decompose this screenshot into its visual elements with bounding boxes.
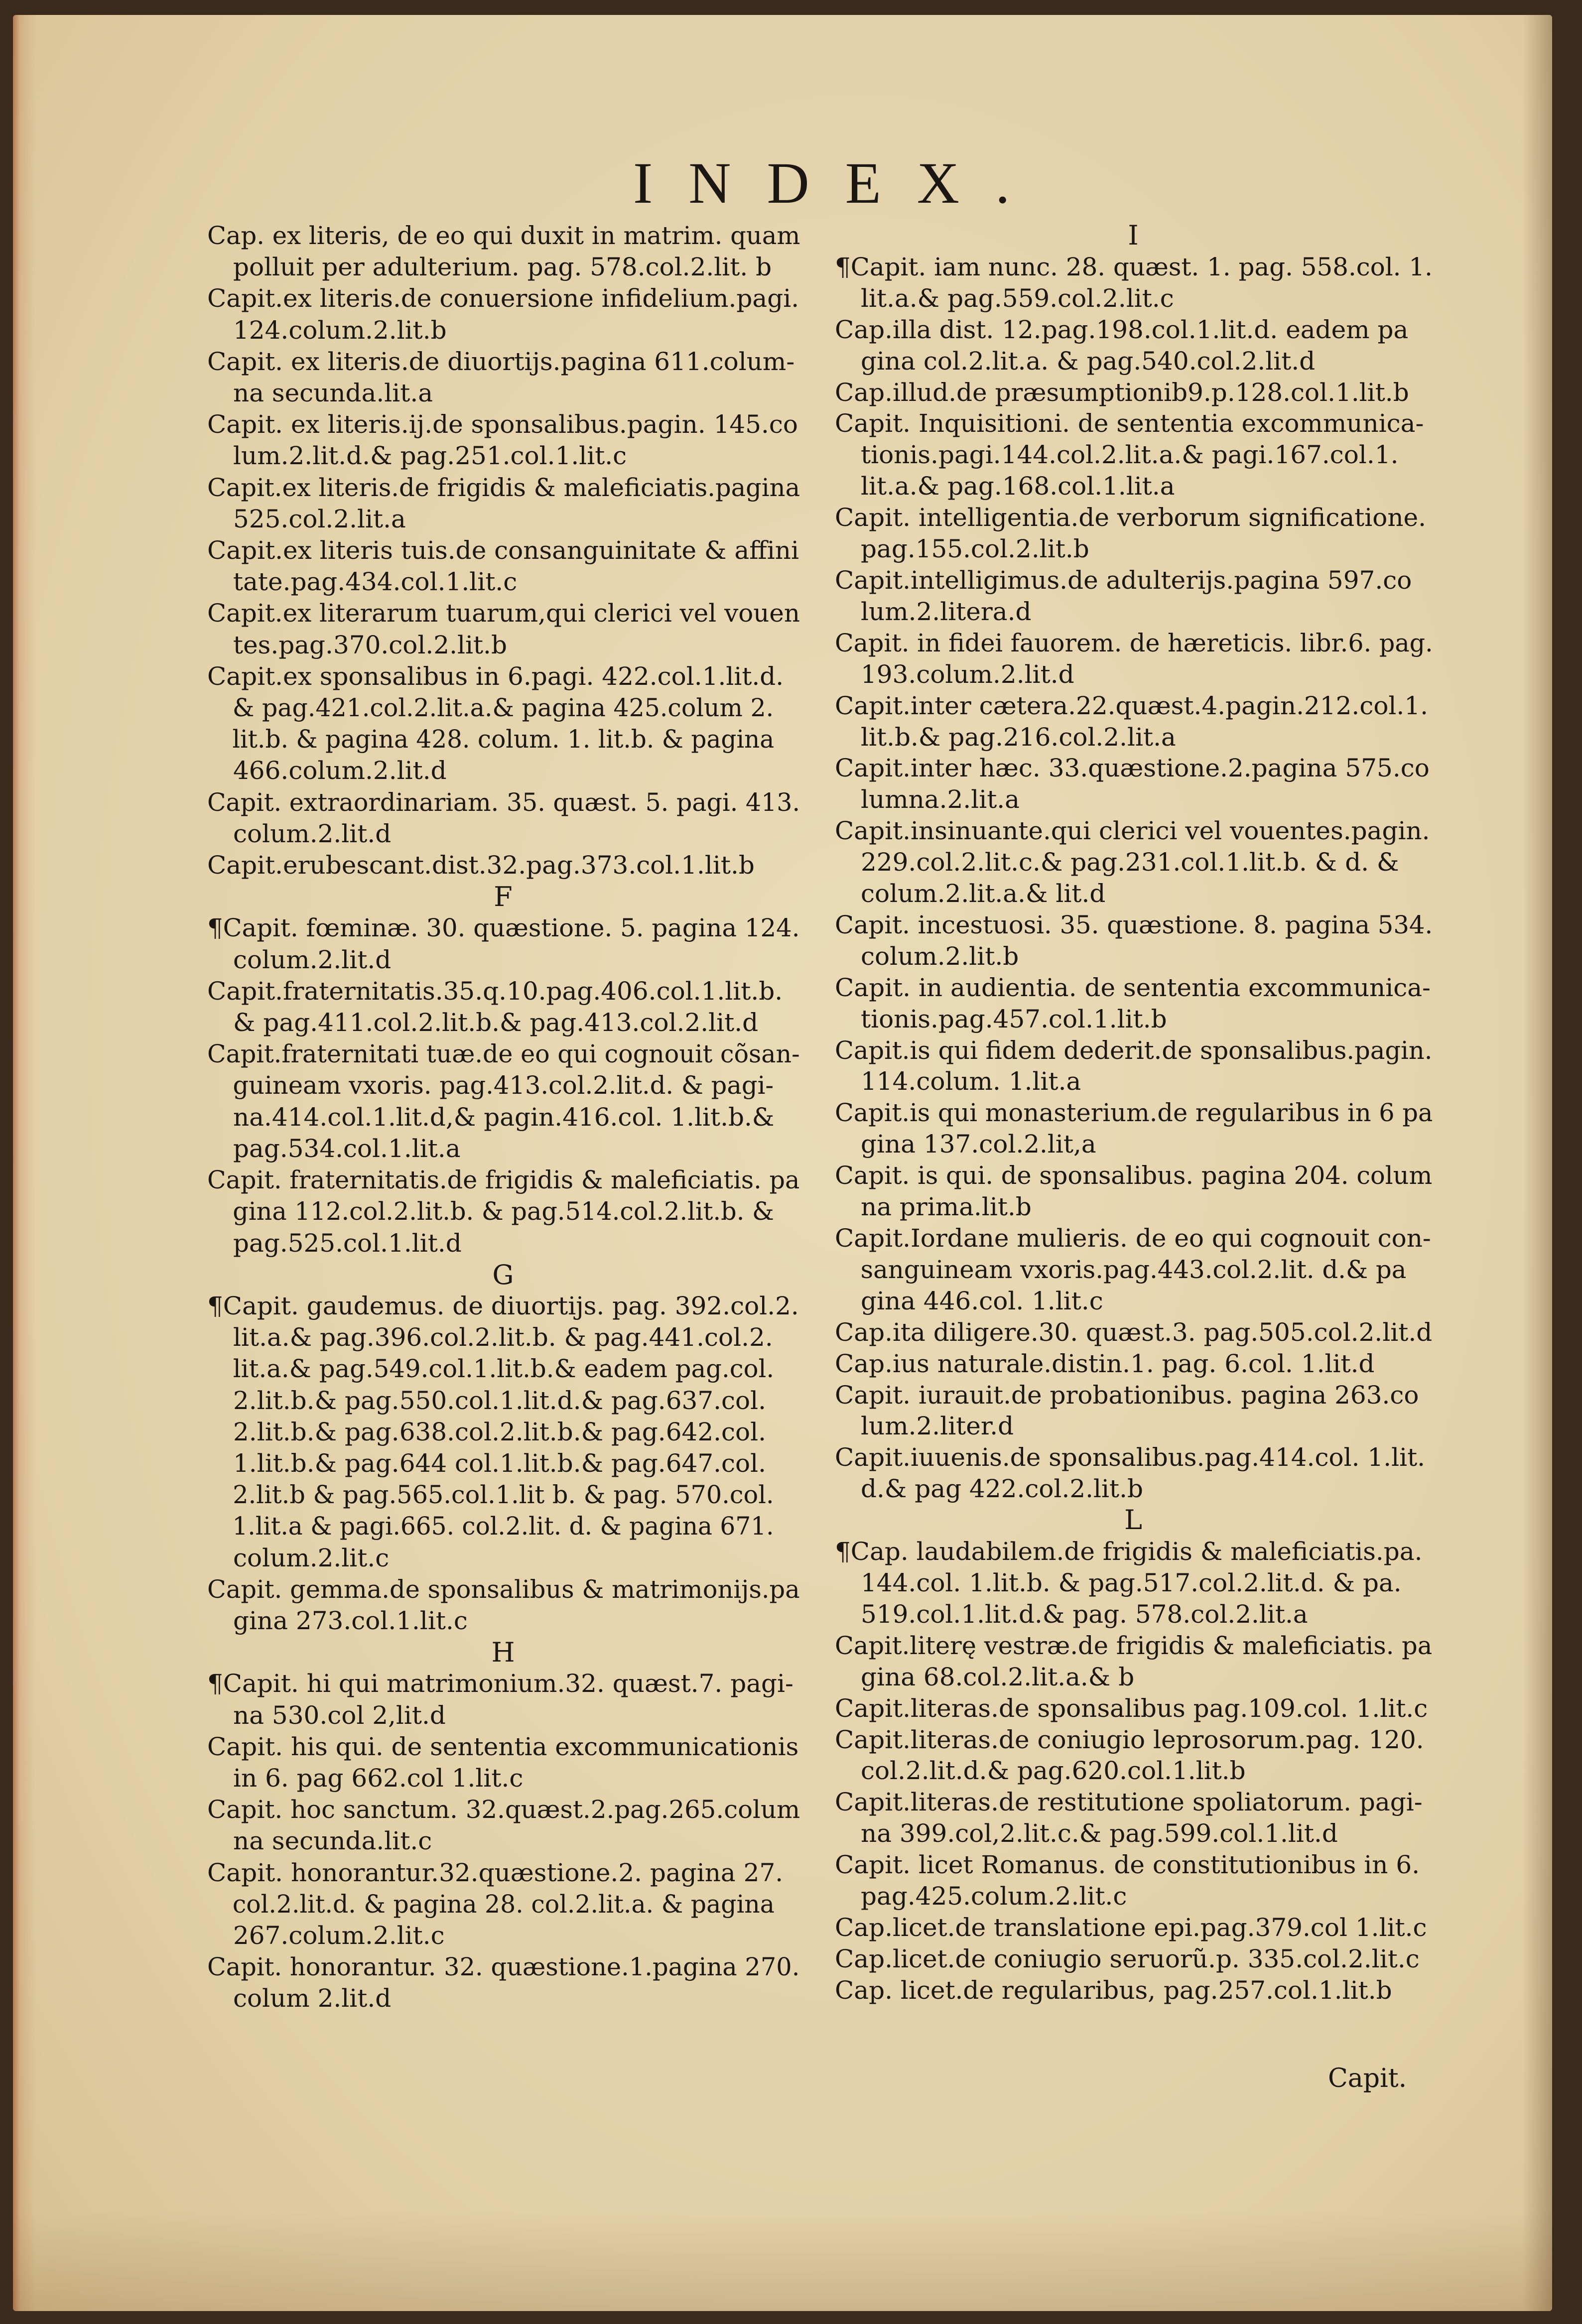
index-entry — [835, 909, 1433, 972]
entry-line: Capit. ex literis.de diuortijs.pagina 611.colum- — [207, 347, 795, 376]
entry-line: Cap.illa dist. 12.pag.198.col.1.lit.d. eadem pa — [835, 315, 1409, 344]
entry-line: Capit. honorantur.32.quæstione.2. pagina 27. — [207, 1858, 784, 1887]
index-entry — [207, 976, 800, 1038]
index-entry — [835, 314, 1433, 377]
entry-continuation-line: lum.2.litera.d — [861, 597, 1032, 626]
index-entry — [835, 1693, 1433, 1724]
entry-line: ¶Capit. iam nunc. 28. quæst. 1. pag. 558.col. 1. — [835, 252, 1433, 281]
entry-line: Capit.erubescant.dist.32.pag.373.col.1.lit.b — [207, 851, 755, 880]
index-entry — [207, 787, 800, 850]
entry-continuation-line: pag.155.col.2.lit.b — [861, 534, 1089, 564]
entry-line: Cap.illud.de præsumptionib9.p.128.col.1.lit.b — [835, 378, 1409, 407]
entry-continuation-line: pag.534.col.1.lit.a — [233, 1134, 461, 1163]
entry-line: ¶Cap. laudabilem.de frigidis & maleficiatis.pa. — [835, 1537, 1423, 1566]
index-entry — [835, 1724, 1433, 1787]
entry-line: Capit. hoc sanctum. 32.quæst.2.pag.265.colum — [207, 1795, 800, 1824]
entry-continuation-line: gina 446.col. 1.lit.c — [861, 1286, 1103, 1315]
entry-line: Capit. honorantur. 32. quæstione.1.pagina 270. — [207, 1952, 800, 1982]
entry-line: Capit. ex literis.ij.de sponsalibus.pagin. 145.co — [207, 410, 798, 439]
entry-continuation-line: polluit per adulterium. pag. 578.col.2.lit. b — [233, 253, 772, 282]
entry-line: Capit.literas.de coniugio leprosorum.pag. 120. — [835, 1725, 1424, 1754]
entry-continuation-line: lit.b. & pagina 428. colum. 1. lit.b. & pagina — [232, 725, 775, 754]
index-entry — [835, 690, 1433, 753]
entry-line: Capit. fraternitatis.de frigidis & maleficiatis. pa — [207, 1165, 800, 1195]
entry-continuation-line: na prima.lit.b — [861, 1192, 1032, 1222]
entry-continuation-line: 193.colum.2.lit.d — [861, 659, 1074, 689]
section-letter: L — [1124, 1504, 1143, 1536]
entry-line: Capit.is qui monasterium.de regularibus in 6 pa — [835, 1098, 1433, 1128]
entry-line: Capit.literę vestræ.de frigidis & maleficiatis. pa — [835, 1631, 1433, 1660]
entry-continuation-line: 2.lit.b.& pag.638.col.2.lit.b.& pag.642.col. — [233, 1417, 767, 1446]
entry-continuation-line: colum.2.lit.a.& lit.d — [861, 879, 1106, 908]
index-entry — [835, 377, 1433, 408]
entry-continuation-line: lumna.2.lit.a — [861, 785, 1020, 814]
index-entry — [835, 628, 1433, 690]
entry-line: Capit. gemma.de sponsalibus & matrimonijs.pa — [207, 1574, 800, 1604]
entry-line: Capit.literas.de restitutione spoliatorum. pagi- — [835, 1788, 1423, 1817]
entry-line: Capit. his qui. de sententia excommunicationis — [207, 1732, 799, 1761]
entry-continuation-line: 124.colum.2.lit.b — [233, 315, 447, 345]
index-entry — [207, 283, 800, 346]
entry-continuation-line: 2.lit.b.& pag.550.col.1.lit.d.& pag.637.col. — [233, 1386, 767, 1415]
entry-continuation-line: colum.2.lit.c — [233, 1543, 390, 1572]
entry-line: Cap.ius naturale.distin.1. pag. 6.col. 1.lit.d — [835, 1349, 1375, 1378]
page-stain — [13, 2211, 1552, 2311]
entry-continuation-line: lit.a.& pag.549.col.1.lit.b.& eadem pag.col. — [233, 1354, 775, 1384]
entry-line: Capit.intelligimus.de adulterijs.pagina 597.co — [835, 565, 1412, 595]
index-entry — [835, 1975, 1433, 2006]
entry-line: Capit. is qui. de sponsalibus. pagina 204. colum — [835, 1161, 1433, 1190]
index-entry — [207, 1291, 800, 1574]
entry-line: Capit.ex sponsalibus in 6.pagi. 422.col.1.lit.d. — [207, 661, 784, 691]
index-entry — [207, 850, 800, 881]
index-entry — [835, 1912, 1433, 1943]
entry-continuation-line: lum.2.lit.d.& pag.251.col.1.lit.c — [233, 441, 627, 471]
entry-line: Capit.ex literarum tuarum,qui clerici vel vouen — [207, 599, 800, 628]
entry-line: Capit.Iordane mulieris. de eo qui cognouit con- — [835, 1224, 1431, 1253]
section-letter: I — [1128, 220, 1140, 251]
entry-continuation-line: na secunda.lit.c — [233, 1826, 432, 1856]
index-entry — [835, 408, 1433, 502]
index-entry — [835, 502, 1433, 565]
entry-continuation-line: colum.2.lit.d — [233, 945, 392, 974]
entry-continuation-line: na.414.col.1.lit.d,& pagin.416.col. 1.lit.b.& — [233, 1102, 775, 1132]
entry-continuation-line: col.2.lit.d. & pagina 28. col.2.lit.a. & pagina — [232, 1889, 775, 1919]
entry-line: Capit. incestuosi. 35. quæstione. 8. pagina 534. — [835, 910, 1433, 939]
entry-continuation-line: lit.b.& pag.216.col.2.lit.a — [861, 722, 1176, 752]
index-column-right — [835, 220, 1433, 2006]
entry-continuation-line: col.2.lit.d.& pag.620.col.1.lit.b — [861, 1756, 1246, 1786]
entry-line: Capit.literas.de sponsalibus pag.109.col. 1.lit.c — [835, 1693, 1428, 1723]
entry-continuation-line: 267.colum.2.lit.c — [233, 1921, 445, 1950]
index-entry — [207, 661, 800, 787]
book-page — [13, 15, 1552, 2311]
entry-continuation-line: pag.525.col.1.lit.d — [233, 1228, 462, 1258]
index-entry — [207, 1731, 800, 1794]
entry-continuation-line: gina 112.col.2.lit.b. & pag.514.col.2.lit.b. & — [233, 1197, 774, 1226]
entry-continuation-line: colum.2.lit.d — [233, 819, 392, 848]
entry-line: Cap. licet.de regularibus, pag.257.col.1.lit.b — [835, 1975, 1392, 2005]
entry-line: Capit.ex literis.de conuersione infidelium.pagi. — [207, 284, 799, 313]
entry-continuation-line: & pag.411.col.2.lit.b.& pag.413.col.2.lit.d — [233, 1008, 759, 1037]
entry-continuation-line: guineam vxoris. pag.413.col.2.lit.d. & pagi- — [233, 1071, 774, 1100]
index-entry — [835, 1630, 1433, 1693]
entry-continuation-line: na 399.col,2.lit.c.& pag.599.col.1.lit.d — [861, 1819, 1338, 1848]
entry-line: Capit.ex literis.de frigidis & maleficiatis.pagina — [207, 473, 800, 502]
entry-line: Capit. licet Romanus. de constitutionibus in 6. — [835, 1850, 1420, 1880]
entry-continuation-line: gina 273.col.1.lit.c — [233, 1606, 468, 1635]
index-entry — [207, 1574, 800, 1637]
index-entry — [835, 1849, 1433, 1912]
entry-continuation-line: gina col.2.lit.a. & pag.540.col.2.lit.d — [861, 346, 1316, 376]
entry-line: Capit. in audientia. de sententia excommunica- — [835, 973, 1431, 1002]
index-entry — [207, 598, 800, 660]
entry-continuation-line: na secunda.lit.a — [233, 379, 433, 408]
entry-continuation-line: 519.col.1.lit.d.& pag. 578.col.2.lit.a — [861, 1599, 1308, 1629]
entry-line: Capit.insinuante.qui clerici vel vouentes.pagin. — [835, 816, 1430, 846]
entry-line: Capit.inter cætera.22.quæst.4.pagin.212.col.1. — [835, 691, 1429, 720]
entry-line: Capit.fraternitatis.35.q.10.pag.406.col.1.lit.b. — [207, 976, 783, 1006]
entry-line: ¶Capit. gaudemus. de diuortijs. pag. 392.col.2. — [207, 1291, 799, 1320]
entry-continuation-line: lit.a.& pag.168.col.1.lit.a — [861, 472, 1175, 501]
entry-continuation-line: lit.a.& pag.559.col.2.lit.c — [861, 283, 1174, 313]
entry-continuation-line: 114.colum. 1.lit.a — [861, 1067, 1081, 1096]
index-entry — [835, 565, 1433, 628]
entry-continuation-line: gina 68.col.2.lit.a.& b — [861, 1662, 1135, 1691]
index-entry — [207, 1794, 800, 1857]
index-entry — [207, 1668, 800, 1731]
entry-line: Capit. in fidei fauorem. de hæreticis. libr.6. pag. — [835, 628, 1433, 657]
entry-continuation-line: 1.lit.b.& pag.644 col.1.lit.b.& pag.647.col. — [233, 1448, 767, 1478]
index-entry — [207, 409, 800, 472]
entry-line: Cap.ita diligere.30. quæst.3. pag.505.col.2.lit.d — [835, 1317, 1433, 1347]
index-entry — [207, 1038, 800, 1164]
entry-continuation-line: pag.425.colum.2.lit.c — [861, 1882, 1127, 1911]
entry-continuation-line: tes.pag.370.col.2.lit.b — [233, 630, 507, 659]
entry-continuation-line: 525.col.2.lit.a — [233, 504, 406, 533]
index-entry — [207, 472, 800, 535]
entry-continuation-line: 1.lit.a & pagi.665. col.2.lit. d. & pagina 671. — [232, 1512, 774, 1541]
index-entry — [835, 1348, 1433, 1380]
index-entry — [207, 220, 800, 283]
entry-line: Cap.licet.de coniugio seruorũ.p. 335.col.2.lit.c — [835, 1944, 1420, 1973]
index-entry — [835, 972, 1433, 1035]
entry-line: Capit.fraternitati tuæ.de eo qui cognouit cõsan- — [207, 1039, 800, 1069]
page-edge-shadow — [1522, 15, 1552, 2311]
index-entry — [207, 1857, 800, 1952]
entry-continuation-line: 229.col.2.lit.c.& pag.231.col.1.lit.b. & d. & — [861, 848, 1399, 877]
entry-continuation-line: 144.col. 1.lit.b. & pag.517.col.2.lit.d. & pa. — [861, 1568, 1402, 1597]
page-title: INDEX. — [633, 150, 1046, 216]
section-letter: F — [494, 881, 514, 913]
entry-continuation-line: colum.2.lit.b — [861, 941, 1019, 971]
index-entry — [835, 1160, 1433, 1223]
section-letter: G — [492, 1259, 515, 1291]
index-entry — [835, 753, 1433, 815]
entry-line: Capit.ex literis tuis.de consanguinitate & affini — [207, 536, 799, 565]
entry-continuation-line: tate.pag.434.col.1.lit.c — [233, 567, 518, 597]
index-column-left — [207, 220, 800, 2015]
index-entry — [207, 535, 800, 598]
entry-line: Capit.inter hæc. 33.quæstione.2.pagina 575.co — [835, 754, 1430, 783]
index-entry — [835, 1943, 1433, 1975]
entry-continuation-line: 2.lit.b & pag.565.col.1.lit b. & pag. 570.col. — [233, 1480, 774, 1510]
catchword: Capit. — [1328, 2064, 1407, 2093]
entry-line: Capit.iuuenis.de sponsalibus.pag.414.col. 1.lit. — [835, 1443, 1426, 1472]
entry-continuation-line: d.& pag 422.col.2.lit.b — [861, 1474, 1144, 1504]
index-entry — [207, 1951, 800, 2014]
entry-line: Capit. Inquisitioni. de sententia excommunica- — [835, 409, 1424, 438]
entry-line: Cap. ex literis, de eo qui duxit in matrim. quam — [207, 221, 800, 250]
index-entry — [835, 815, 1433, 909]
index-entry — [207, 1164, 800, 1259]
index-entry — [835, 1317, 1433, 1348]
index-entry — [835, 1380, 1433, 1442]
index-entry — [835, 1536, 1433, 1630]
entry-line: Capit. iurauit.de probationibus. pagina 263.co — [835, 1380, 1419, 1410]
entry-line: Capit. intelligentia.de verborum significatione. — [835, 503, 1427, 532]
entry-continuation-line: 466.colum.2.lit.d — [233, 756, 447, 785]
index-entry — [207, 912, 800, 975]
entry-continuation-line: sanguineam vxoris.pag.443.col.2.lit. d.& pa — [860, 1255, 1407, 1284]
index-entry — [835, 1223, 1433, 1317]
entry-continuation-line: gina 137.col.2.lit,a — [861, 1130, 1096, 1159]
entry-continuation-line: in 6. pag 662.col 1.lit.c — [233, 1763, 524, 1793]
index-entry — [207, 346, 800, 409]
entry-line: Capit.is qui fidem dederit.de sponsalibus.pagin. — [835, 1035, 1433, 1065]
entry-continuation-line: na 530.col 2,lit.d — [233, 1700, 446, 1730]
entry-line: ¶Capit. hi qui matrimonium.32. quæst.7. pagi- — [207, 1669, 793, 1698]
index-entry — [835, 1787, 1433, 1849]
entry-line: ¶Capit. fœminæ. 30. quæstione. 5. pagina 124. — [207, 913, 800, 943]
index-entry — [835, 1097, 1433, 1160]
entry-line: Capit. extraordinariam. 35. quæst. 5. pagi. 413. — [207, 787, 800, 817]
entry-continuation-line: tionis.pag.457.col.1.lit.b — [861, 1004, 1167, 1033]
index-entry — [835, 1035, 1433, 1098]
entry-line: Cap.licet.de translatione epi.pag.379.col 1.lit.c — [835, 1913, 1427, 1942]
entry-continuation-line: lum.2.liter.d — [861, 1412, 1014, 1441]
entry-continuation-line: & pag.421.col.2.lit.a.& pagina 425.colum 2. — [232, 693, 774, 723]
entry-continuation-line: colum 2.lit.d — [233, 1984, 392, 2013]
section-letter: H — [491, 1637, 516, 1669]
index-entry — [835, 252, 1433, 314]
entry-continuation-line: lit.a.& pag.396.col.2.lit.b. & pag.441.col.2. — [233, 1323, 773, 1352]
index-entry — [835, 1442, 1433, 1505]
entry-continuation-line: tionis.pagi.144.col.2.lit.a.& pagi.167.col.1. — [861, 440, 1399, 470]
